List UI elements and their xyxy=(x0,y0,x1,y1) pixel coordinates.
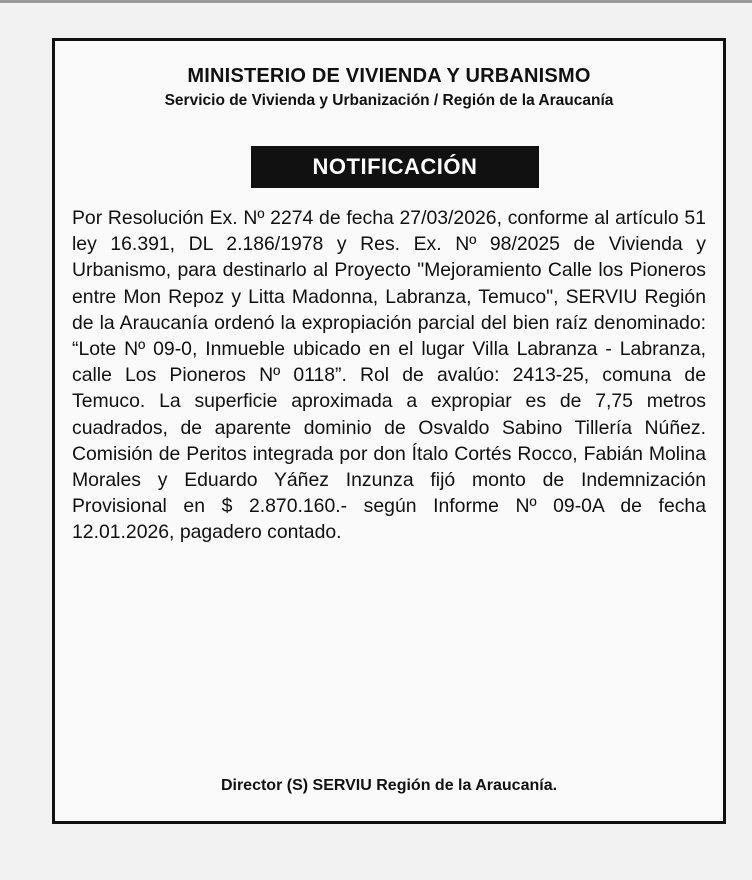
top-rule xyxy=(0,0,752,3)
notice-body: Por Resolución Ex. Nº 2274 de fecha 27/03/2026, conforme al artículo 51 ley 16.391, DL 2.186/1978 y Res. Ex. Nº 98/2025 de Vivienda y Urbanismo, para destinarlo al Proyecto "Mejoramiento Calle los Pioneros entre Mon Repoz y Litta Madonna, Labranza, Temuco", SERVIU Región de la Araucanía ordenó la expropiación parcial del bien raíz denominado: “Lote Nº 09-0, Inmueble ubicado en el lugar Villa Labranza - Labranza, calle Los Pioneros Nº 0118”. Rol de avalúo: 2413-25, comuna de Temuco. La superficie aproximada a expropiar es de 7,75 metros cuadrados, de aparente dominio de Osvaldo Sabino Tillería Núñez. Comisión de Peritos integrada por don Ítalo Cortés Rocco, Fabián Molina Morales y Eduardo Yáñez Inzunza fijó monto de Indemnización Provisional en $ 2.870.160.- según Informe Nº 09-0A de fecha 12.01.2026, pagadero contado. xyxy=(72,207,706,544)
notification-banner: NOTIFICACIÓN xyxy=(251,146,539,188)
signature-line: Director (S) SERVIU Región de la Araucanía. xyxy=(220,777,558,794)
service-subtitle: Servicio de Vivienda y Urbanización / Región de la Araucanía xyxy=(164,92,614,109)
notice-box xyxy=(52,38,726,824)
ministry-title: MINISTERIO DE VIVIENDA Y URBANISMO xyxy=(187,65,591,87)
